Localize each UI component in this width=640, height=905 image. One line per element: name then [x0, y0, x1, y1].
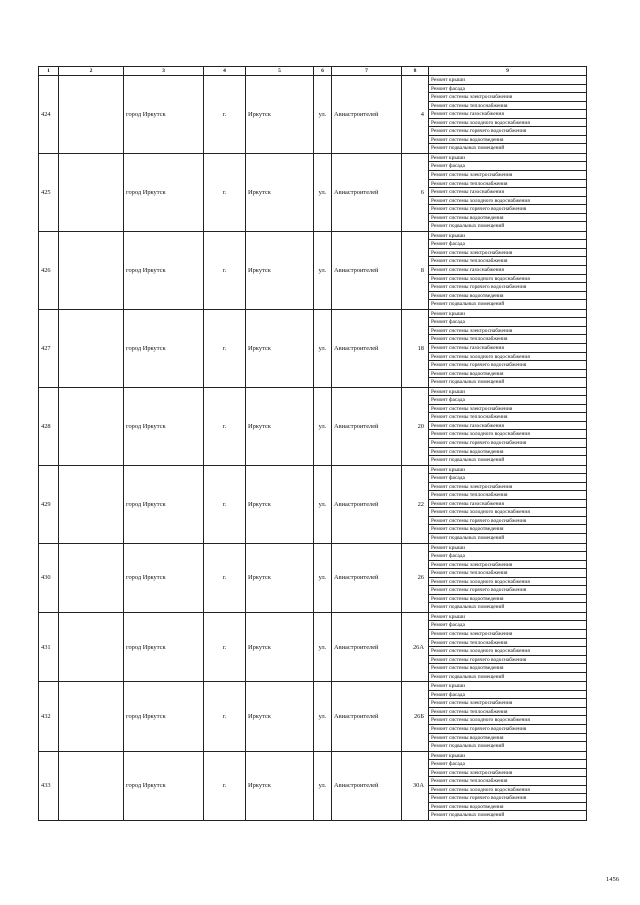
work-item: Ремонт подвальных помещений	[431, 673, 505, 680]
work-item: Ремонт системы теплоснабжения	[429, 180, 586, 189]
work-item: Ремонт системы теплоснабжения	[429, 777, 586, 786]
work-item: Ремонт системы водоотведения	[429, 525, 586, 534]
street-type: ул.	[314, 309, 332, 387]
locality-name: Иркутск	[246, 153, 314, 231]
street-name: Авиастроителей	[332, 465, 402, 543]
work-item: Ремонт системы горячего водоснабжения	[429, 361, 586, 370]
street-type: ул.	[314, 682, 332, 751]
empty-cell	[59, 751, 124, 820]
municipality: город Иркутск	[124, 309, 204, 387]
municipality: город Иркутск	[124, 751, 204, 820]
work-item: Ремонт крыши	[429, 752, 586, 761]
work-item: Ремонт фасада	[429, 474, 586, 483]
work-item: Ремонт крыши	[429, 154, 586, 163]
work-item: Ремонт системы горячего водоснабжения	[429, 586, 586, 595]
work-item: Ремонт системы горячего водоснабжения	[429, 794, 586, 803]
work-item: Ремонт системы газоснабжения	[429, 110, 586, 119]
work-item: Ремонт системы горячего водоснабжения	[429, 439, 586, 448]
work-item: Ремонт системы горячего водоснабжения	[429, 725, 586, 734]
work-item: Ремонт системы электроснабжения	[429, 249, 586, 258]
house-number: 6	[402, 153, 429, 231]
work-item: Ремонт системы водоотведения	[429, 803, 586, 812]
works-list	[429, 751, 587, 820]
street-type: ул.	[314, 465, 332, 543]
header-cell: 5	[246, 67, 314, 76]
house-number: 26Б	[402, 682, 429, 751]
works-list	[429, 612, 587, 681]
work-item: Ремонт системы электроснабжения	[429, 93, 586, 102]
work-item: Ремонт системы теплоснабжения	[429, 708, 586, 717]
empty-cell	[59, 543, 124, 612]
record-number: 428	[39, 387, 59, 465]
table-row	[39, 309, 587, 387]
empty-cell	[59, 465, 124, 543]
work-item: Ремонт крыши	[429, 310, 586, 319]
work-item: Ремонт системы холодного водоснабжения	[429, 578, 586, 587]
house-number: 26А	[402, 612, 429, 681]
work-item: Ремонт системы электроснабжения	[429, 327, 586, 336]
empty-cell	[59, 153, 124, 231]
table-body	[39, 76, 587, 821]
header-cell: 7	[332, 67, 402, 76]
street-type: ул.	[314, 751, 332, 820]
work-item: Ремонт системы теплоснабжения	[429, 491, 586, 500]
locality-type: г.	[204, 153, 246, 231]
locality-name: Иркутск	[246, 76, 314, 154]
work-item: Ремонт системы водоотведения	[429, 448, 586, 457]
work-item: Ремонт системы газоснабжения	[429, 188, 586, 197]
header-cell: 2	[59, 67, 124, 76]
locality-type: г.	[204, 543, 246, 612]
works-list	[429, 682, 587, 751]
work-item: Ремонт подвальных помещений	[431, 145, 505, 152]
street-type: ул.	[314, 76, 332, 154]
work-item: Ремонт системы холодного водоснабжения	[429, 716, 586, 725]
work-item: Ремонт системы холодного водоснабжения	[429, 508, 586, 517]
repair-program-table	[38, 66, 587, 821]
work-item: Ремонт подвальных помещений	[431, 379, 505, 386]
table-row	[39, 682, 587, 751]
work-item: Ремонт подвальных помещений	[431, 301, 505, 308]
record-number: 429	[39, 465, 59, 543]
locality-type: г.	[204, 231, 246, 309]
house-number: 20	[402, 387, 429, 465]
street-name: Авиастроителей	[332, 76, 402, 154]
street-name: Авиастроителей	[332, 543, 402, 612]
work-item: Ремонт подвальных помещений	[431, 812, 505, 819]
house-number: 22	[402, 465, 429, 543]
empty-cell	[59, 387, 124, 465]
work-item: Ремонт системы горячего водоснабжения	[429, 205, 586, 214]
work-item: Ремонт системы электроснабжения	[429, 699, 586, 708]
locality-name: Иркутск	[246, 387, 314, 465]
locality-name: Иркутск	[246, 543, 314, 612]
work-item: Ремонт системы электроснабжения	[429, 405, 586, 414]
header-cell: 6	[314, 67, 332, 76]
works-list	[429, 231, 587, 309]
locality-name: Иркутск	[246, 751, 314, 820]
work-item: Ремонт системы водоотведения	[429, 734, 586, 743]
street-name: Авиастроителей	[332, 309, 402, 387]
house-number: 26	[402, 543, 429, 612]
municipality: город Иркутск	[124, 543, 204, 612]
work-item: Ремонт системы газоснабжения	[429, 344, 586, 353]
municipality: город Иркутск	[124, 387, 204, 465]
header-cell: 9	[429, 67, 587, 76]
table-row	[39, 76, 587, 154]
house-number: 4	[402, 76, 429, 154]
work-item: Ремонт системы холодного водоснабжения	[429, 647, 586, 656]
table-row	[39, 465, 587, 543]
street-type: ул.	[314, 231, 332, 309]
page-number: 1456	[606, 876, 619, 883]
work-item: Ремонт системы газоснабжения	[429, 500, 586, 509]
work-item: Ремонт системы водоотведения	[429, 664, 586, 673]
header-cell: 3	[124, 67, 204, 76]
work-item: Ремонт подвальных помещений	[431, 604, 505, 611]
work-item: Ремонт системы холодного водоснабжения	[429, 119, 586, 128]
locality-type: г.	[204, 465, 246, 543]
work-item: Ремонт фасада	[429, 691, 586, 700]
record-number: 432	[39, 682, 59, 751]
record-number: 426	[39, 231, 59, 309]
street-name: Авиастроителей	[332, 153, 402, 231]
table-row	[39, 612, 587, 681]
work-item: Ремонт подвальных помещений	[431, 457, 505, 464]
work-item: Ремонт системы электроснабжения	[429, 483, 586, 492]
work-item: Ремонт системы электроснабжения	[429, 171, 586, 180]
header-cell: 4	[204, 67, 246, 76]
empty-cell	[59, 231, 124, 309]
municipality: город Иркутск	[124, 153, 204, 231]
work-item: Ремонт системы теплоснабжения	[429, 413, 586, 422]
work-item: Ремонт системы электроснабжения	[429, 769, 586, 778]
empty-cell	[59, 682, 124, 751]
locality-type: г.	[204, 751, 246, 820]
works-list	[429, 309, 587, 387]
work-item: Ремонт фасада	[429, 162, 586, 171]
record-number: 430	[39, 543, 59, 612]
work-item: Ремонт крыши	[429, 76, 586, 85]
work-item: Ремонт крыши	[429, 544, 586, 553]
house-number: 8	[402, 231, 429, 309]
record-number: 433	[39, 751, 59, 820]
work-item: Ремонт системы газоснабжения	[429, 422, 586, 431]
work-item: Ремонт системы холодного водоснабжения	[429, 275, 586, 284]
empty-cell	[59, 309, 124, 387]
work-item: Ремонт системы электроснабжения	[429, 630, 586, 639]
works-list	[429, 387, 587, 465]
work-item: Ремонт фасада	[429, 85, 586, 94]
work-item: Ремонт фасада	[429, 396, 586, 405]
locality-name: Иркутск	[246, 612, 314, 681]
works-list	[429, 465, 587, 543]
works-list	[429, 543, 587, 612]
header-cell: 1	[39, 67, 59, 76]
work-item: Ремонт фасада	[429, 621, 586, 630]
work-item: Ремонт фасада	[429, 760, 586, 769]
locality-name: Иркутск	[246, 465, 314, 543]
locality-type: г.	[204, 612, 246, 681]
work-item: Ремонт системы холодного водоснабжения	[429, 197, 586, 206]
record-number: 427	[39, 309, 59, 387]
work-item: Ремонт подвальных помещений	[431, 223, 505, 230]
work-item: Ремонт системы холодного водоснабжения	[429, 353, 586, 362]
municipality: город Иркутск	[124, 612, 204, 681]
street-type: ул.	[314, 153, 332, 231]
municipality: город Иркутск	[124, 465, 204, 543]
work-item: Ремонт системы горячего водоснабжения	[429, 127, 586, 136]
street-type: ул.	[314, 612, 332, 681]
header-cell: 8	[402, 67, 429, 76]
table-row	[39, 543, 587, 612]
work-item: Ремонт фасада	[429, 318, 586, 327]
street-name: Авиастроителей	[332, 751, 402, 820]
street-name: Авиастроителей	[332, 612, 402, 681]
street-type: ул.	[314, 387, 332, 465]
municipality: город Иркутск	[124, 682, 204, 751]
work-item: Ремонт системы теплоснабжения	[429, 257, 586, 266]
street-name: Авиастроителей	[332, 387, 402, 465]
work-item: Ремонт системы электроснабжения	[429, 561, 586, 570]
work-item: Ремонт системы теплоснабжения	[429, 639, 586, 648]
work-item: Ремонт системы водоотведения	[429, 595, 586, 604]
locality-type: г.	[204, 682, 246, 751]
work-item: Ремонт системы водоотведения	[429, 292, 586, 301]
locality-name: Иркутск	[246, 309, 314, 387]
work-item: Ремонт системы холодного водоснабжения	[429, 786, 586, 795]
work-item: Ремонт системы водоотведения	[429, 370, 586, 379]
table-row	[39, 153, 587, 231]
work-item: Ремонт системы газоснабжения	[429, 266, 586, 275]
work-item: Ремонт фасада	[429, 552, 586, 561]
locality-type: г.	[204, 309, 246, 387]
locality-type: г.	[204, 387, 246, 465]
work-item: Ремонт подвальных помещений	[431, 534, 505, 541]
work-item: Ремонт системы теплоснабжения	[429, 102, 586, 111]
work-item: Ремонт системы теплоснабжения	[429, 335, 586, 344]
street-name: Авиастроителей	[332, 231, 402, 309]
work-item: Ремонт системы холодного водоснабжения	[429, 430, 586, 439]
work-item: Ремонт крыши	[429, 613, 586, 622]
works-list	[429, 153, 587, 231]
locality-name: Иркутск	[246, 231, 314, 309]
municipality: город Иркутск	[124, 76, 204, 154]
empty-cell	[59, 612, 124, 681]
work-item: Ремонт крыши	[429, 388, 586, 397]
house-number: 18	[402, 309, 429, 387]
record-number: 424	[39, 76, 59, 154]
work-item: Ремонт крыши	[429, 466, 586, 475]
work-item: Ремонт подвальных помещений	[431, 743, 505, 750]
empty-cell	[59, 76, 124, 154]
work-item: Ремонт фасада	[429, 240, 586, 249]
street-name: Авиастроителей	[332, 682, 402, 751]
work-item: Ремонт системы горячего водоснабжения	[429, 656, 586, 665]
house-number: 30А	[402, 751, 429, 820]
municipality: город Иркутск	[124, 231, 204, 309]
record-number: 425	[39, 153, 59, 231]
table-row	[39, 751, 587, 820]
locality-name: Иркутск	[246, 682, 314, 751]
table-row	[39, 231, 587, 309]
work-item: Ремонт системы водоотведения	[429, 214, 586, 223]
work-item: Ремонт системы теплоснабжения	[429, 569, 586, 578]
work-item: Ремонт системы водоотведения	[429, 136, 586, 145]
table-row	[39, 387, 587, 465]
header-row	[39, 67, 587, 76]
work-item: Ремонт системы горячего водоснабжения	[429, 517, 586, 526]
work-item: Ремонт крыши	[429, 232, 586, 241]
record-number: 431	[39, 612, 59, 681]
works-list	[429, 76, 587, 154]
work-item: Ремонт системы горячего водоснабжения	[429, 283, 586, 292]
locality-type: г.	[204, 76, 246, 154]
work-item: Ремонт крыши	[429, 682, 586, 691]
street-type: ул.	[314, 543, 332, 612]
